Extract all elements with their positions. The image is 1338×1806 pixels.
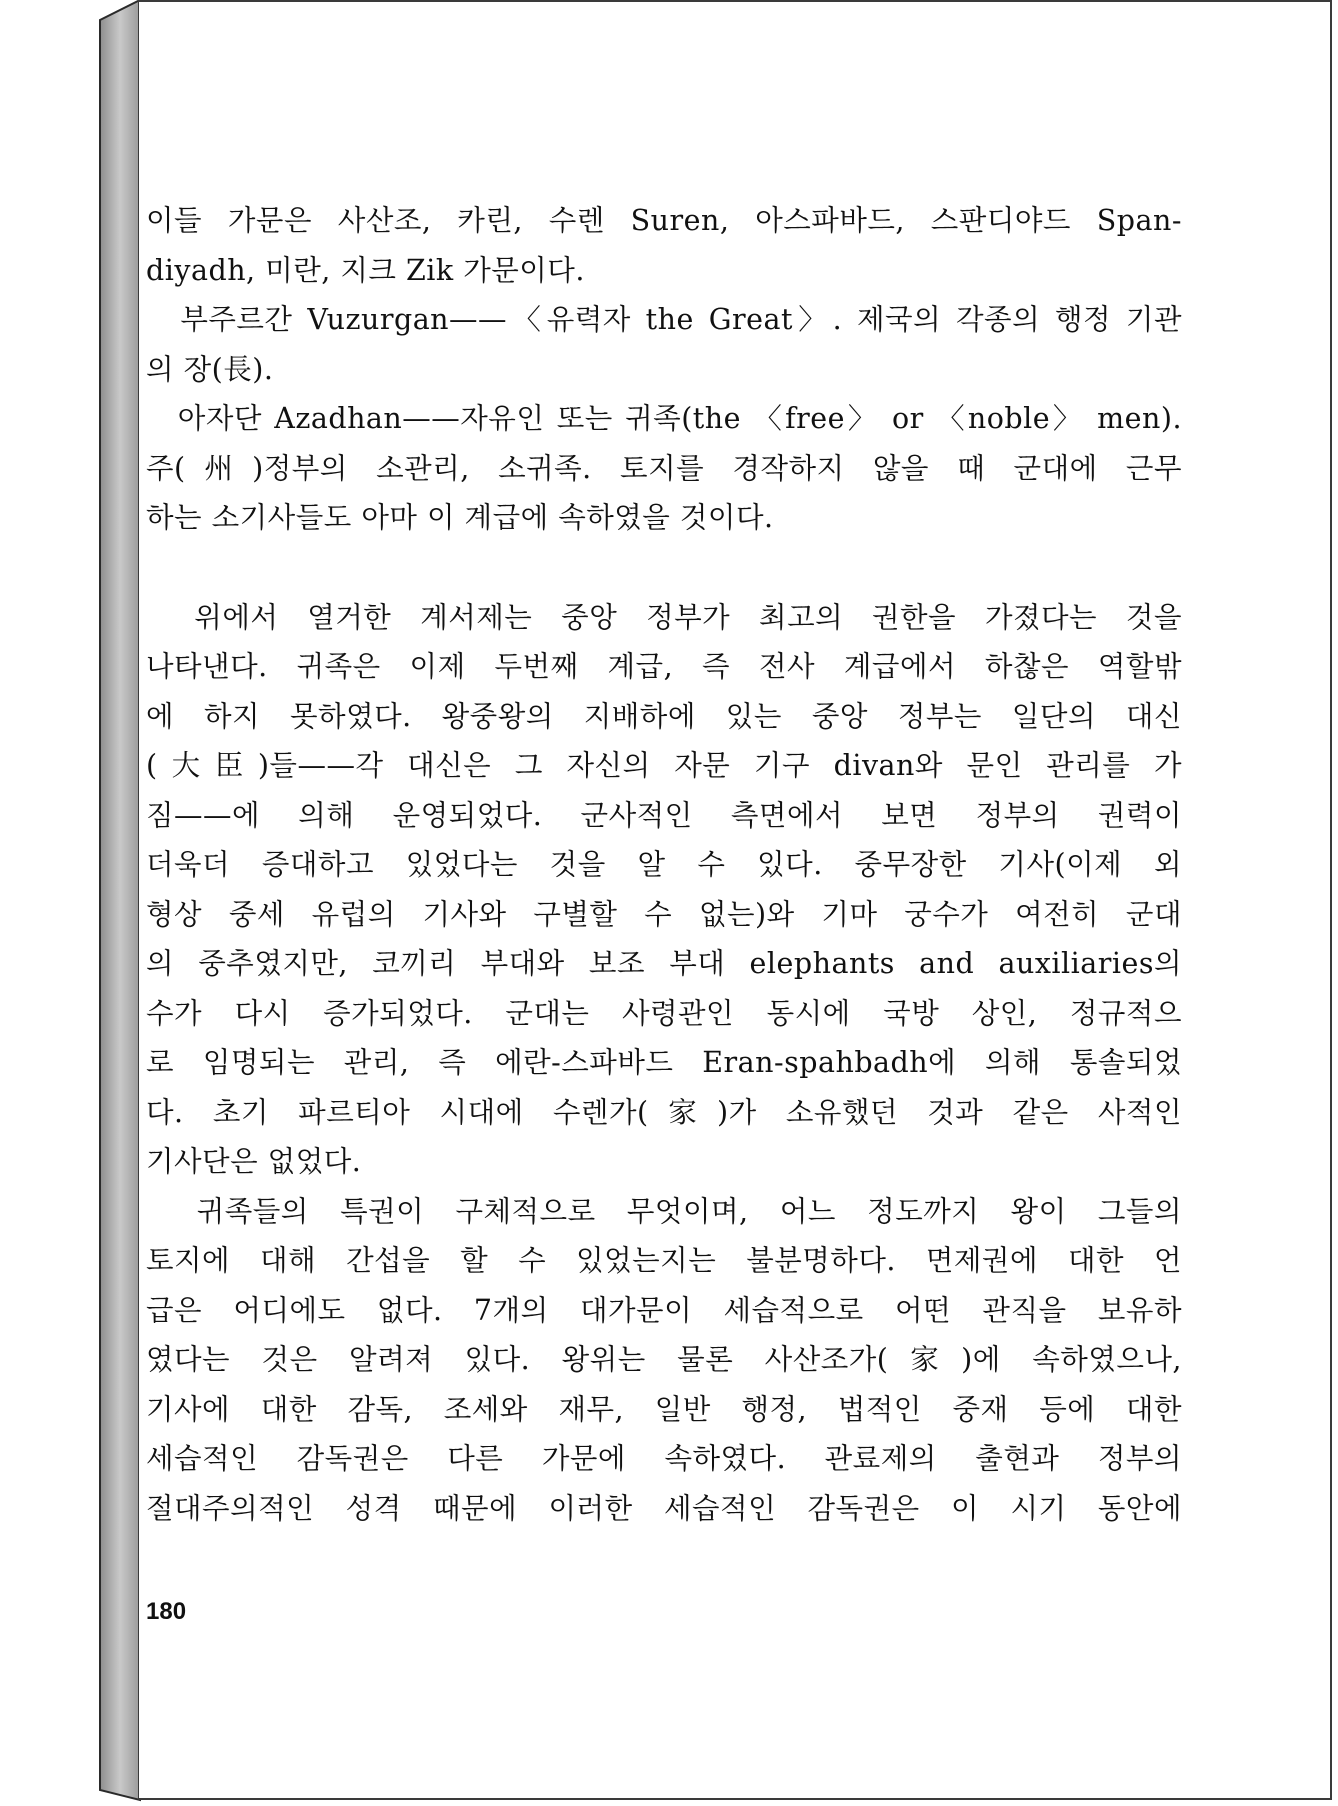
text-line: 기사에 대한 감독, 조세와 재무, 일반 행정, 법적인 중재 등에 대한 <box>146 1392 1182 1426</box>
paragraph-gap <box>146 543 1182 593</box>
text-line: 에 하지 못하였다. 왕중왕의 지배하에 있는 중앙 정부는 일단의 대신 <box>146 699 1182 733</box>
text-line: 더욱더 증대하고 있었다는 것을 알 수 있다. 중무장한 기사(이제 외 <box>146 848 1182 881</box>
text-line: 수가 다시 증가되었다. 군대는 사령관인 동시에 국방 상인, 정규적으 <box>146 996 1182 1030</box>
page-body-text <box>146 196 1182 1533</box>
text-line: (大臣)들——각 대신은 그 자신의 자문 기구 divan와 문인 관리를 가 <box>146 749 1182 782</box>
text-line: 세습적인 감독권은 다른 가문에 속하였다. 관료제의 출현과 정부의 <box>146 1442 1182 1475</box>
text-line: 하는 소기사들도 아마 이 계급에 속하였을 것이다. <box>146 501 774 534</box>
text-line: 급은 어디에도 없다. 7개의 대가문이 세습적으로 어떤 관직을 보유하 <box>146 1293 1182 1327</box>
text-line: 절대주의적인 성격 때문에 이러한 세습적인 감독권은 이 시기 동안에 <box>146 1491 1182 1525</box>
text-block-main <box>146 593 1182 1534</box>
text-line: 이들 가문은 사산조, 카린, 수렌 Suren, 아스파바드, 스판디야드 Span- <box>146 204 1182 237</box>
text-line: 로 임명되는 관리, 즉 에란-스파바드 Eran-spahbadh에 의해 통솔되었 <box>146 1046 1182 1079</box>
page-number: 180 <box>146 1598 187 1625</box>
text-line: 다. 초기 파르티아 시대에 수렌가(家)가 소유했던 것과 같은 사적인 <box>146 1095 1182 1129</box>
text-line: 짐——에 의해 운영되었다. 군사적인 측면에서 보면 정부의 권력이 <box>146 798 1182 832</box>
text-line: diyadh, 미란, 지크 Zik 가문이다. <box>146 253 585 287</box>
text-line: 형상 중세 유럽의 기사와 구별할 수 없는)와 기마 궁수가 여전히 군대 <box>146 897 1182 931</box>
text-line: 위에서 열거한 계서제는 중앙 정부가 최고의 권한을 가졌다는 것을 <box>146 600 1182 634</box>
text-line: 아자단 Azadhan——자유인 또는 귀족(the 〈free〉 or 〈noble〉 men). <box>146 402 1182 435</box>
text-line: 주(州)정부의 소관리, 소귀족. 토지를 경작하지 않을 때 군대에 근무 <box>146 451 1182 485</box>
text-line: 토지에 대해 간섭을 할 수 있었는지는 불분명하다. 면제권에 대한 언 <box>146 1244 1182 1277</box>
text-line: 부주르간 Vuzurgan——〈유력자 the Great〉. 제국의 각종의 행정 기관 <box>146 303 1182 336</box>
text-line: 였다는 것은 알려져 있다. 왕위는 물론 사산조가(家)에 속하였으나, <box>146 1343 1182 1376</box>
text-line: 의 장(長). <box>146 352 274 386</box>
text-block-definitions <box>146 196 1182 543</box>
text-line: 나타낸다. 귀족은 이제 두번째 계급, 즉 전사 계급에서 하찮은 역할밖 <box>146 650 1182 683</box>
text-line: 기사단은 없었다. <box>146 1145 362 1178</box>
text-line: 의 중추였지만, 코끼리 부대와 보조 부대 elephants and auxiliaries의 <box>146 947 1182 980</box>
text-line: 귀족들의 특권이 구체적으로 무엇이며, 어느 정도까지 왕이 그들의 <box>146 1194 1182 1228</box>
